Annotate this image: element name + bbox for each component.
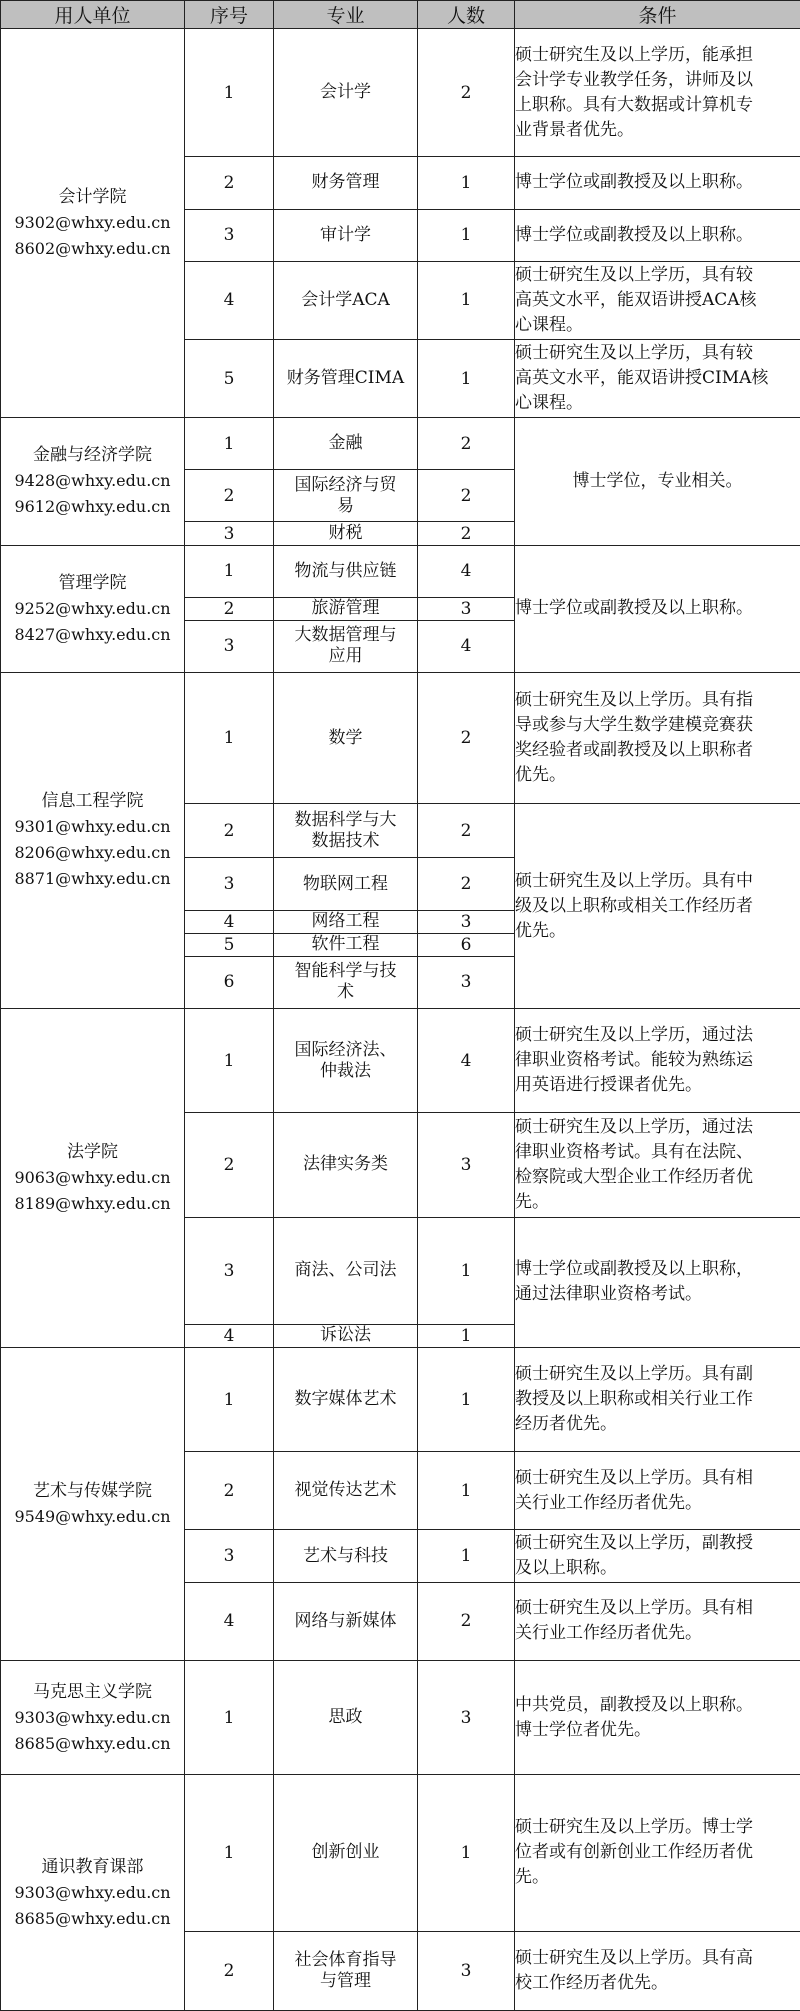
table-body	[1, 29, 800, 2011]
condition-text: 硕士研究生及以上学历。具有相	[515, 1467, 753, 1488]
condition-text: 位者或有创新创业工作经历者优	[515, 1842, 753, 1863]
row-number: 1	[185, 1775, 274, 1931]
unit-name: 会计学院	[58, 187, 127, 208]
condition-text: 博士学位或副教授及以上职称，	[515, 1259, 753, 1280]
headcount: 1	[418, 209, 515, 261]
major-name: 金融	[328, 433, 363, 454]
row-number: 2	[185, 804, 274, 858]
major-cell	[274, 418, 418, 470]
condition-text: 硕士研究生及以上学历。具有相	[515, 1598, 753, 1619]
major-cell	[274, 157, 418, 209]
condition-text: 硕士研究生及以上学历，具有较	[515, 264, 753, 285]
headcount: 1	[418, 339, 515, 417]
unit-email: 8189@whxy.edu.cn	[14, 1193, 171, 1213]
unit-email: 8427@whxy.edu.cn	[14, 624, 171, 644]
row-number: 1	[185, 1660, 274, 1774]
unit-email: 8685@whxy.edu.cn	[14, 1733, 171, 1753]
condition-text: 业背景者优先。	[515, 119, 634, 140]
condition-cell	[515, 1660, 800, 1774]
unit-cell	[1, 1775, 185, 2011]
major-name: 数字媒体艺术	[294, 1389, 397, 1410]
headcount: 1	[418, 261, 515, 339]
major-name: 仲裁法	[320, 1060, 371, 1081]
table-row	[1, 1008, 800, 1112]
headcount: 1	[418, 157, 515, 209]
header-condition: 条件	[515, 1, 800, 29]
headcount: 1	[418, 1324, 515, 1347]
major-name: 艺术与科技	[303, 1545, 388, 1566]
row-number: 2	[185, 157, 274, 209]
header-row	[1, 1, 800, 29]
major-cell	[274, 1582, 418, 1660]
major-name: 创新创业	[311, 1842, 380, 1863]
row-number: 4	[185, 261, 274, 339]
condition-cell	[515, 209, 800, 261]
condition-text: 硕士研究生及以上学历。博士学	[515, 1817, 753, 1838]
condition-cell	[515, 1775, 800, 1931]
condition-text: 级及以上职称或相关工作经历者	[515, 895, 753, 916]
unit-cell	[1, 29, 185, 418]
major-name: 网络与新媒体	[294, 1610, 397, 1631]
headcount: 1	[418, 1775, 515, 1931]
unit-email: 8685@whxy.edu.cn	[14, 1908, 171, 1928]
major-name: 社会体育指导	[294, 1949, 397, 1970]
headcount: 1	[418, 1347, 515, 1451]
major-cell	[274, 956, 418, 1008]
unit-name: 信息工程学院	[41, 791, 144, 812]
row-number: 1	[185, 29, 274, 157]
table-row	[1, 545, 800, 597]
major-name: 物联网工程	[303, 873, 388, 894]
major-name: 数据科学与大	[294, 809, 397, 830]
condition-text: 博士学位，专业相关。	[572, 470, 743, 491]
row-number: 1	[185, 672, 274, 803]
major-name: 物流与供应链	[294, 560, 397, 581]
headcount: 1	[418, 1217, 515, 1324]
unit-cell	[1, 545, 185, 672]
major-cell	[274, 545, 418, 597]
row-number: 5	[185, 933, 274, 956]
condition-text: 硕士研究生及以上学历。具有高	[515, 1947, 753, 1968]
header-unit: 用人单位	[1, 1, 185, 29]
unit-name: 艺术与传媒学院	[33, 1480, 152, 1501]
row-number: 3	[185, 1217, 274, 1324]
condition-text: 博士学位或副教授及以上职称。	[515, 224, 753, 245]
condition-text: 硕士研究生及以上学历，能承担	[515, 44, 753, 65]
major-cell	[274, 1452, 418, 1530]
major-name: 思政	[328, 1707, 363, 1727]
unit-email: 9301@whxy.edu.cn	[14, 817, 171, 837]
row-number: 2	[185, 1931, 274, 2010]
condition-text: 先。	[515, 1191, 549, 1212]
condition-text: 硕士研究生及以上学历。具有指	[515, 690, 753, 711]
condition-cell	[515, 672, 800, 803]
condition-text: 经历者优先。	[515, 1414, 617, 1435]
condition-text: 及以上职称。	[515, 1558, 617, 1579]
condition-text: 高英文水平，能双语讲授CIMA核	[515, 368, 769, 389]
major-name: 数据技术	[311, 830, 380, 851]
headcount: 4	[418, 620, 515, 672]
headcount: 1	[418, 1452, 515, 1530]
condition-cell	[515, 157, 800, 209]
unit-name: 法学院	[67, 1141, 118, 1162]
condition-cell	[515, 418, 800, 545]
condition-cell	[515, 1347, 800, 1451]
major-cell	[274, 1217, 418, 1324]
unit-cell	[1, 672, 185, 1008]
row-number: 4	[185, 1324, 274, 1347]
unit-cell	[1, 1347, 185, 1660]
headcount: 2	[418, 804, 515, 858]
major-name: 大数据管理与	[294, 625, 397, 646]
major-cell	[274, 1113, 418, 1217]
unit-email: 8206@whxy.edu.cn	[14, 843, 171, 863]
major-name: 财税	[328, 523, 363, 543]
row-number: 4	[185, 1582, 274, 1660]
condition-text: 检察院或大型企业工作经历者优	[515, 1166, 753, 1187]
condition-cell	[515, 29, 800, 157]
table-row	[1, 1660, 800, 1774]
major-cell	[274, 1347, 418, 1451]
condition-text: 关行业工作经历者优先。	[515, 1492, 702, 1513]
unit-email: 9428@whxy.edu.cn	[14, 471, 171, 491]
major-name: 法律实务类	[303, 1154, 388, 1175]
row-number: 5	[185, 339, 274, 417]
major-cell	[274, 804, 418, 858]
condition-text: 心课程。	[515, 393, 583, 414]
major-name: 与管理	[320, 1970, 371, 1991]
row-number: 1	[185, 418, 274, 470]
major-cell	[274, 1660, 418, 1774]
major-name: 易	[337, 495, 354, 516]
condition-text: 高英文水平，能双语讲授ACA核	[515, 289, 757, 310]
condition-text: 硕士研究生及以上学历，具有较	[515, 343, 753, 364]
headcount: 4	[418, 545, 515, 597]
condition-text: 律职业资格考试。能较为熟练运	[515, 1050, 753, 1071]
unit-name: 金融与经济学院	[33, 445, 152, 466]
table-row	[1, 418, 800, 470]
major-name: 国际经济与贸	[294, 474, 397, 495]
table-row	[1, 1775, 800, 1931]
row-number: 3	[185, 522, 274, 545]
major-name: 网络工程	[311, 911, 380, 932]
row-number: 6	[185, 956, 274, 1008]
unit-email: 9303@whxy.edu.cn	[14, 1882, 171, 1902]
condition-cell	[515, 1931, 800, 2010]
condition-text: 律职业资格考试。具有在法院、	[515, 1141, 753, 1162]
major-name: 术	[337, 982, 354, 1003]
condition-text: 优先。	[515, 920, 566, 941]
major-cell	[274, 339, 418, 417]
condition-text: 会计学专业教学任务，讲师及以	[515, 69, 753, 90]
header-number: 序号	[185, 1, 274, 29]
condition-text: 博士学位者优先。	[515, 1719, 651, 1740]
headcount: 6	[418, 933, 515, 956]
headcount: 3	[418, 1931, 515, 2010]
headcount: 2	[418, 672, 515, 803]
row-number: 2	[185, 1452, 274, 1530]
row-number: 3	[185, 1530, 274, 1582]
row-number: 1	[185, 1347, 274, 1451]
table-row	[1, 29, 800, 157]
condition-cell	[515, 261, 800, 339]
row-number: 3	[185, 620, 274, 672]
unit-email: 9302@whxy.edu.cn	[14, 213, 171, 233]
major-cell	[274, 620, 418, 672]
unit-email: 9303@whxy.edu.cn	[14, 1707, 171, 1727]
condition-text: 先。	[515, 1867, 549, 1888]
headcount: 4	[418, 1008, 515, 1112]
condition-cell	[515, 1530, 800, 1582]
major-cell	[274, 858, 418, 910]
condition-text: 硕士研究生及以上学历，通过法	[515, 1116, 753, 1137]
row-number: 1	[185, 1008, 274, 1112]
headcount: 2	[418, 522, 515, 545]
headcount: 3	[418, 910, 515, 933]
condition-cell	[515, 1217, 800, 1347]
unit-cell	[1, 1660, 185, 1774]
row-number: 1	[185, 545, 274, 597]
condition-cell	[515, 545, 800, 672]
headcount: 1	[418, 1530, 515, 1582]
condition-text: 硕士研究生及以上学历，副教授	[515, 1533, 753, 1554]
table-row	[1, 672, 800, 803]
headcount: 3	[418, 597, 515, 620]
row-number: 4	[185, 910, 274, 933]
major-name: 国际经济法、	[294, 1039, 397, 1060]
unit-email: 9612@whxy.edu.cn	[14, 497, 171, 517]
condition-text: 校工作经历者优先。	[515, 1972, 668, 1993]
major-name: 会计学	[320, 82, 371, 103]
major-name: 视觉传达艺术	[294, 1480, 397, 1501]
major-cell	[274, 910, 418, 933]
header-major: 专业	[274, 1, 418, 29]
major-name: 软件工程	[311, 934, 380, 955]
row-number: 2	[185, 597, 274, 620]
major-cell	[274, 261, 418, 339]
condition-cell	[515, 1582, 800, 1660]
row-number: 2	[185, 1113, 274, 1217]
condition-text: 上职称。具有大数据或计算机专	[515, 94, 753, 115]
condition-text: 奖经验者或副教授及以上职称者	[515, 740, 753, 761]
major-cell	[274, 29, 418, 157]
condition-text: 中共党员，副教授及以上职称。	[515, 1694, 753, 1715]
unit-email: 9252@whxy.edu.cn	[14, 598, 171, 618]
major-name: 商法、公司法	[294, 1260, 397, 1281]
condition-text: 关行业工作经历者优先。	[515, 1623, 702, 1644]
major-cell	[274, 470, 418, 522]
major-name: 数学	[328, 727, 363, 748]
major-name: 诉讼法	[320, 1325, 371, 1346]
condition-text: 用英语进行授课者优先。	[515, 1075, 702, 1096]
unit-email: 8871@whxy.edu.cn	[14, 869, 171, 889]
condition-text: 硕士研究生及以上学历。具有副	[515, 1364, 753, 1385]
headcount: 2	[418, 418, 515, 470]
unit-name: 马克思主义学院	[33, 1681, 152, 1702]
condition-text: 硕士研究生及以上学历，通过法	[515, 1025, 753, 1046]
major-name: 财务管理CIMA	[286, 368, 405, 389]
condition-text: 心课程。	[515, 314, 583, 335]
major-cell	[274, 1008, 418, 1112]
major-name: 会计学ACA	[301, 289, 390, 310]
major-cell	[274, 1931, 418, 2010]
condition-text: 博士学位或副教授及以上职称。	[515, 598, 753, 619]
headcount: 2	[418, 29, 515, 157]
headcount: 2	[418, 1582, 515, 1660]
major-name: 财务管理	[311, 172, 380, 193]
major-cell	[274, 597, 418, 620]
major-name: 智能科学与技	[294, 961, 397, 982]
major-cell	[274, 1324, 418, 1347]
row-number: 3	[185, 858, 274, 910]
unit-name: 管理学院	[58, 572, 127, 593]
condition-text: 导或参与大学生数学建模竞赛获	[515, 715, 753, 736]
unit-email: 9063@whxy.edu.cn	[14, 1167, 171, 1187]
condition-text: 硕士研究生及以上学历。具有中	[515, 870, 753, 891]
major-cell	[274, 672, 418, 803]
table-row	[1, 1347, 800, 1451]
major-cell	[274, 209, 418, 261]
condition-cell	[515, 1452, 800, 1530]
major-cell	[274, 522, 418, 545]
condition-text: 教授及以上职称或相关行业工作	[515, 1389, 753, 1410]
header-count: 人数	[418, 1, 515, 29]
unit-cell	[1, 418, 185, 545]
headcount: 3	[418, 1660, 515, 1774]
condition-cell	[515, 1008, 800, 1112]
major-name: 审计学	[320, 224, 371, 245]
headcount: 2	[418, 470, 515, 522]
headcount: 2	[418, 858, 515, 910]
row-number: 2	[185, 470, 274, 522]
major-cell	[274, 1775, 418, 1931]
major-cell	[274, 1530, 418, 1582]
condition-text: 通过法律职业资格考试。	[515, 1284, 702, 1305]
condition-text: 博士学位或副教授及以上职称。	[515, 172, 753, 193]
major-name: 旅游管理	[311, 598, 380, 619]
unit-cell	[1, 1008, 185, 1347]
unit-email: 9549@whxy.edu.cn	[14, 1506, 171, 1526]
unit-email: 8602@whxy.edu.cn	[14, 239, 171, 259]
headcount: 3	[418, 956, 515, 1008]
condition-text: 优先。	[515, 765, 566, 786]
major-cell	[274, 933, 418, 956]
condition-cell	[515, 804, 800, 1009]
headcount: 3	[418, 1113, 515, 1217]
condition-cell	[515, 1113, 800, 1217]
major-name: 应用	[328, 646, 363, 667]
condition-cell	[515, 339, 800, 417]
unit-name: 通识教育课部	[41, 1856, 144, 1877]
row-number: 3	[185, 209, 274, 261]
